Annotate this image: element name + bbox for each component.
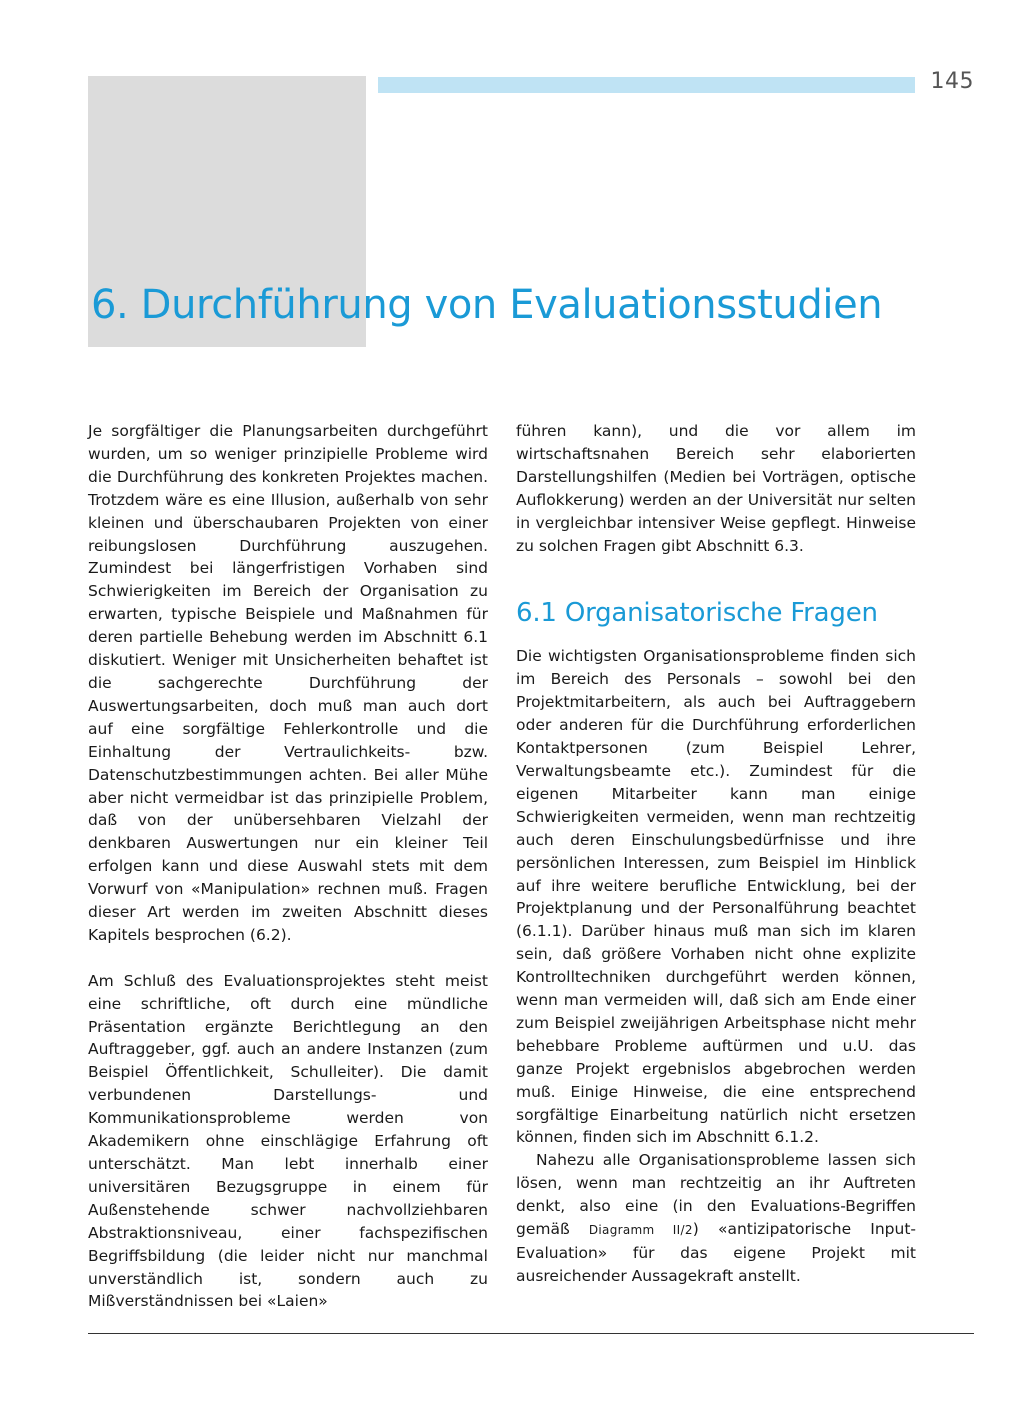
page-number: 145: [930, 69, 974, 94]
header-accent-bar: [378, 77, 915, 93]
body-paragraph: Am Schluß des Evaluationsprojektes steht meist eine schriftliche, oft durch eine mündliche Präsentation ergänzte Berichtlegung an den Auftraggeber, ggf. auch an andere Instanzen (zum Beispiel Öffentlichkeit, Schulleiter). Die damit verbundenen Darstellungs- und Kommunikationsprobleme werden von Akademikern ohne einschlägige Erfahrung oft unterschätzt. Man lebt innerhalb einer universitären Bezugsgruppe in einem für Außenstehende schwer nachvollziehbaren Abstraktionsniveau, einer fachspezifischen Begriffsbildung (die leider nicht nur manchmal unverständlich ist, sondern auch zu Mißverständnissen bei «Laien»: [88, 971, 488, 1311]
body-paragraph-continued: führen kann), und die vor allem im wirtschaftsnahen Bereich sehr elaborierten Darstellungshilfen (Medien bei Vorträgen, optische Auflokkerung) werden an der Universität nur selten in vergleichbar intensiver Weise gepflegt. Hinweise zu solchen Fragen gibt Abschnitt 6.3.: [516, 422, 916, 555]
paragraph-text: Nahezu alle Organisationsprobleme lassen sich lösen, wenn man rechtzeitig an ihr Auftreten denkt, also eine (in den Evaluations-Begriffen gemäß: [516, 1151, 916, 1239]
paragraph-text: ) «antizipatorische Input-Evaluation» für das eigene Projekt mit ausreichender Aussagekraft anstellt.: [516, 1220, 916, 1285]
chapter-title: 6. Durchführung von Evaluationsstudien: [91, 282, 883, 328]
right-text-column: [516, 420, 916, 1288]
section-paragraph: Die wichtigsten Organisationsprobleme finden sich im Bereich des Personals – sowohl bei den Projektmitarbeitern, als auch bei Auftraggebern oder anderen für die Durchführung erforderlichen Kontaktpersonen (zum Beispiel Lehrer, Verwaltungsbeamte etc.). Zumindest für die eigenen Mitarbeiter kann man einige Schwierigkeiten vermeiden, wenn man rechtzeitig auch deren Einschulungsbedürfnisse und ihre persönlichen Interessen, zum Beispiel im Hinblick auf ihre weitere berufliche Entwicklung, bei der Projektplanung und der Personalführung beachtet (6.1.1). Darüber hinaus muß man sich im klaren sein, daß größere Vorhaben nicht ohne explizite Kontrolltechniken durchgeführt werden können, wenn man vermeiden will, daß sich am Ende einer zum Beispiel zweijährigen Arbeitsphase nicht mehr behebbare Probleme auftürmen und u.U. das ganze Projekt ergebnislos abgebrochen werden muß. Einige Hinweise, die eine entsprechend sorgfältige Einarbeitung natürlich nicht ersetzen können, finden sich im Abschnitt 6.1.2.: [516, 647, 916, 1147]
footer-rule: [88, 1333, 974, 1334]
section-paragraph: [516, 1149, 916, 1287]
body-paragraph: Je sorgfältiger die Planungsarbeiten durchgeführt wurden, um so weniger prinzipielle Probleme wird die Durchführung des konkreten Projektes machen. Trotzdem wäre es eine Illusion, außerhalb von sehr kleinen und überschaubaren Projekten von einer reibungslosen Durchführung auszugehen. Zumindest bei längerfristigen Vorhaben sind Schwierigkeiten im Bereich der Organisation zu erwarten, typische Beispiele und Maßnahmen für deren partielle Behebung werden im Abschnitt 6.1 diskutiert. Weniger mit Unsicherheiten behaftet ist die sachgerechte Durchführung der Auswertungsarbeiten, doch muß man auch dort auf eine sorgfältige Fehlerkontrolle und die Einhaltung der Vertraulichkeits- bzw. Datenschutzbestimmungen achten. Bei aller Mühe aber nicht vermeidbar ist das prinzipielle Problem, daß von der unübersehbaren Vielzahl der denkbaren Auswertungen nur ein kleiner Teil erfolgen kann und diese Auswahl stets mit dem Vorwurf von «Manipulation» rechnen muß. Fragen dieser Art werden im zweiten Abschnitt dieses Kapitels besprochen (6.2).: [88, 422, 488, 944]
section-heading: 6.1 Organisatorische Fragen: [516, 598, 878, 629]
left-text-column: [88, 420, 488, 1313]
diagram-reference: Diagramm II/2: [588, 1223, 693, 1238]
